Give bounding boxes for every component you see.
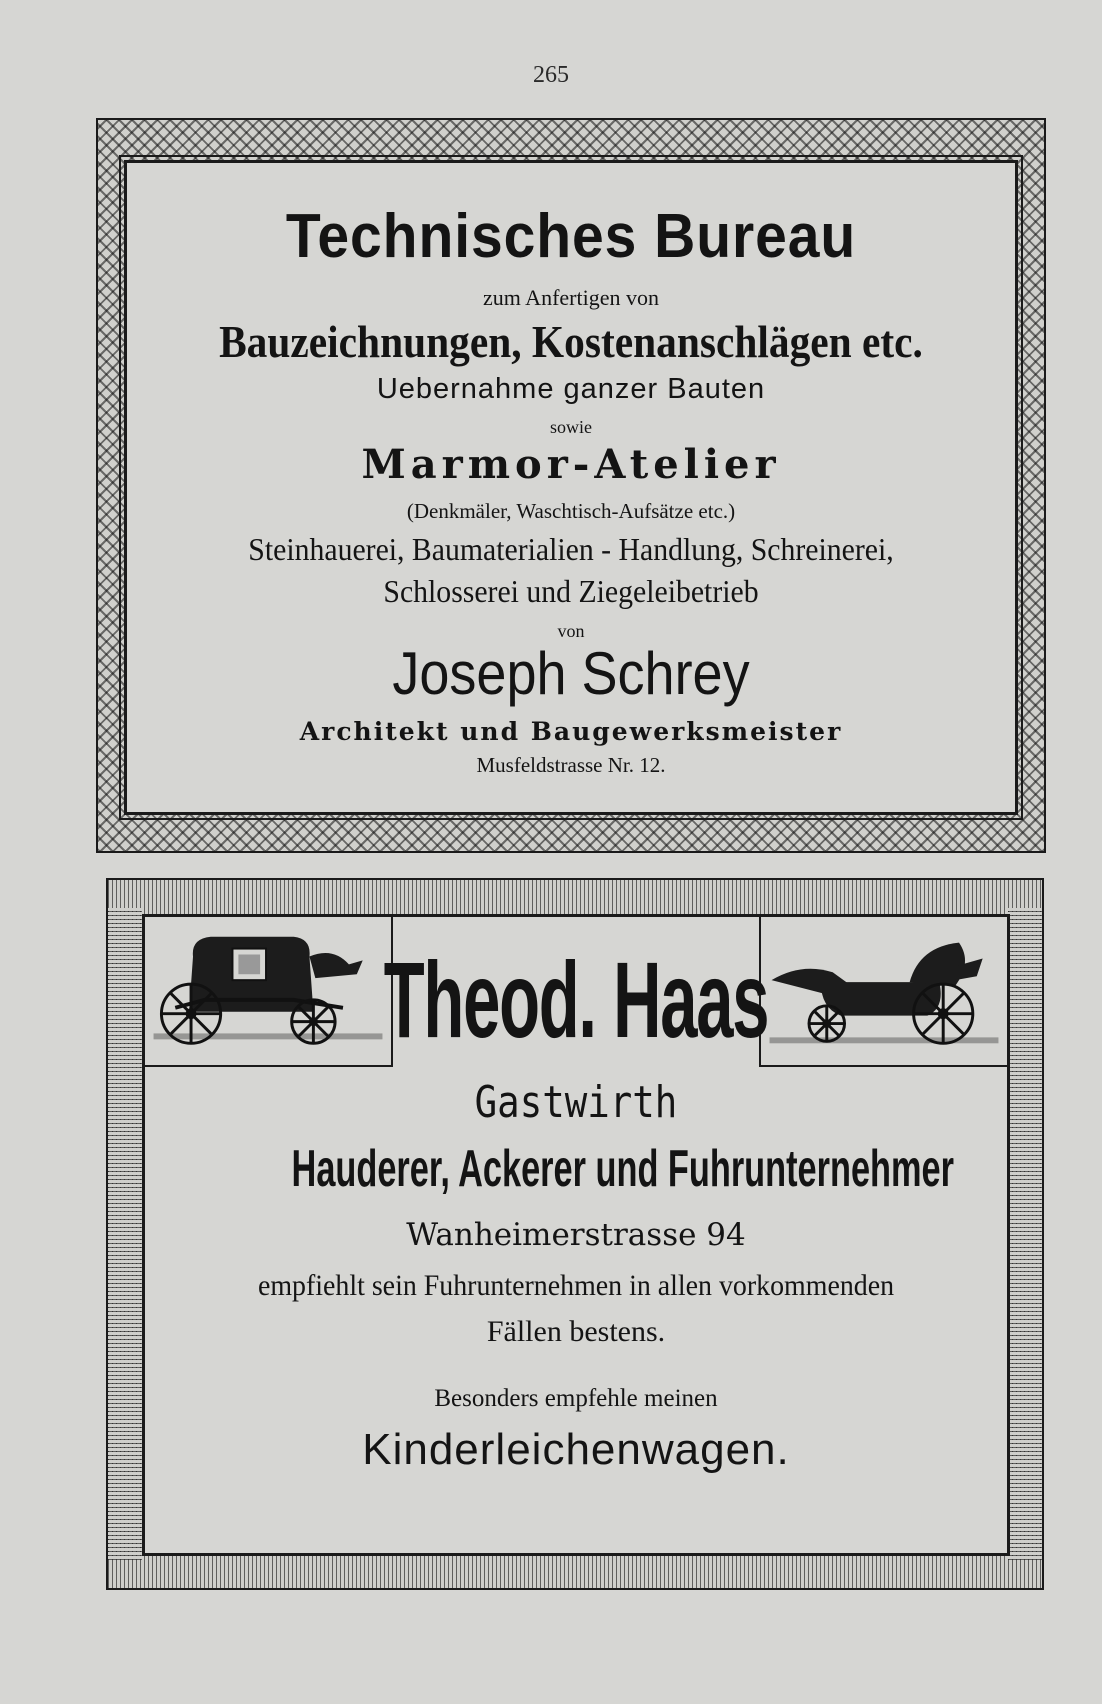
ad2-special-offer: Besonders empfehle meinen	[434, 1385, 718, 1412]
ad2-occupation: Gastwirth	[474, 1077, 678, 1128]
ad1-services-headline: Bauzeichnungen, Kostenanschlägen etc.	[219, 316, 923, 367]
ad1-connector-sowie: sowie	[550, 417, 592, 437]
ad1-address: Musfeldstrasse Nr. 12.	[476, 753, 666, 777]
ad1-content-panel	[124, 160, 1018, 815]
ad2-content-panel	[142, 914, 1010, 1556]
ad2-recommendation: empfiehlt sein Fuhrunternehmen in allen vorkommenden	[257, 1269, 895, 1302]
ad1-marble-details: (Denkmäler, Waschtisch-Aufsätze etc.)	[406, 499, 736, 523]
ad1-profession: Architekt und Baugewerksmeister	[299, 717, 843, 746]
ad2-special-item: Kinderleichenwagen.	[362, 1425, 790, 1474]
ad2-services-headline: Hauderer, Ackerer und Fuhrunternehmer	[291, 1140, 954, 1198]
ad2-title: Theod. Haas	[383, 939, 769, 1060]
ad1-construction-line: Uebernahme ganzer Bauten	[376, 373, 766, 405]
ad1-trades-line: Steinhauerei, Baumaterialien - Handlung, Schreinerei,	[248, 531, 894, 567]
ad2-border-left	[108, 908, 142, 1560]
advertisement-theod-haas	[106, 878, 1044, 1590]
ad2-recommendation-2: Fällen bestens.	[486, 1315, 666, 1348]
ad2-border-right	[1008, 908, 1042, 1560]
page-number: 265	[533, 62, 569, 88]
ad1-connector-von: von	[557, 621, 585, 641]
ad1-proprietor-name: Joseph Schrey	[392, 640, 750, 707]
ad1-trades-line-2: Schlosserei und Ziegeleibetrieb	[383, 573, 759, 609]
ad1-marble-atelier: Marmor-Atelier	[361, 441, 781, 488]
advertisement-technisches-bureau	[96, 118, 1046, 853]
ad2-address: Wanheimerstrasse 94	[406, 1217, 746, 1253]
ad1-title: Technisches Bureau	[285, 202, 857, 271]
ad1-subtitle: zum Anfertigen von	[483, 285, 659, 310]
